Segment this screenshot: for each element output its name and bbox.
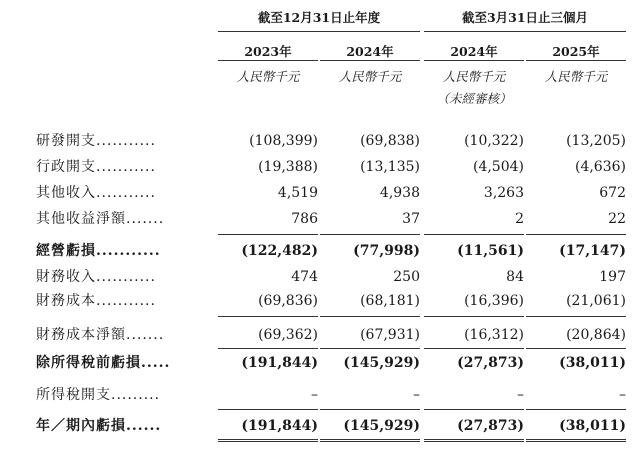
- subtotal-rule: [320, 234, 420, 235]
- cell-value: (69,836): [258, 293, 318, 309]
- period-quarter-header: 截至3月31日止三個月: [461, 10, 589, 25]
- cell-value: (11,561): [457, 243, 524, 259]
- cell-value: 4,519: [277, 185, 318, 201]
- unit-label-3: 人民幣千元: [544, 69, 608, 84]
- cell-value: (4,504): [472, 159, 524, 175]
- cell-value: (38,011): [559, 355, 626, 371]
- period-quarter-rule: [424, 31, 626, 32]
- cell-value: 3,263: [483, 185, 524, 201]
- subtotal-rule: [526, 316, 626, 317]
- row-label: 所得稅開支.........: [36, 387, 161, 403]
- cell-value: –: [413, 387, 420, 403]
- cell-value: (68,181): [360, 293, 420, 309]
- cell-value: 22: [608, 211, 626, 227]
- cell-value: (10,322): [464, 133, 524, 149]
- cell-value: (145,929): [343, 418, 420, 434]
- subtotal-rule: [218, 316, 318, 317]
- cell-value: (21,061): [566, 293, 626, 309]
- subtotal-rule: [320, 409, 420, 410]
- cell-value: (122,482): [241, 243, 318, 259]
- total-double-rule: [526, 439, 626, 442]
- year-header-2024-q1: 2024年: [450, 44, 498, 59]
- row-label: 經營虧損...........: [36, 243, 161, 259]
- cell-value: (20,864): [566, 327, 626, 343]
- cell-value: (38,011): [559, 418, 626, 434]
- period-annual-rule: [218, 31, 420, 32]
- row-label: 財務成本淨額.......: [36, 327, 165, 343]
- cell-value: 250: [393, 269, 420, 285]
- cell-value: (67,931): [360, 327, 420, 343]
- total-double-rule: [218, 439, 318, 442]
- cell-value: (69,838): [360, 133, 420, 149]
- table-row: [0, 208, 640, 230]
- year-rule-1: [320, 60, 420, 61]
- year-header-2024: 2024年: [346, 44, 394, 59]
- table-row: [0, 384, 640, 406]
- cell-value: (19,388): [258, 159, 318, 175]
- period-annual-header: 截至12月31日止年度: [257, 10, 381, 25]
- unaudited-label: （未經審核）: [436, 91, 512, 106]
- row-label: 財務成本...........: [36, 293, 156, 309]
- cell-value: 786: [291, 211, 318, 227]
- row-label: 其他收益淨額.......: [36, 211, 165, 227]
- unit-label-1: 人民幣千元: [338, 69, 402, 84]
- cell-value: 37: [402, 211, 420, 227]
- table-row-operating-loss: [0, 240, 640, 262]
- cell-value: 197: [599, 269, 626, 285]
- row-label: 研發開支...........: [36, 133, 156, 149]
- table-row-loss-before-tax: [0, 352, 640, 374]
- subtotal-rule: [424, 316, 524, 317]
- subtotal-rule: [424, 348, 524, 349]
- unit-label-2: 人民幣千元: [442, 69, 506, 84]
- subtotal-rule: [526, 409, 626, 410]
- row-label: 行政開支...........: [36, 159, 156, 175]
- cell-value: (13,135): [360, 159, 420, 175]
- table-row: [0, 130, 640, 152]
- subtotal-rule: [424, 409, 524, 410]
- cell-value: (16,312): [464, 327, 524, 343]
- cell-value: (16,396): [464, 293, 524, 309]
- total-double-rule: [424, 439, 524, 442]
- cell-value: (191,844): [241, 418, 318, 434]
- cell-value: –: [517, 387, 524, 403]
- year-header-2023: 2023年: [244, 44, 292, 59]
- subtotal-rule: [320, 348, 420, 349]
- subtotal-rule: [218, 234, 318, 235]
- cell-value: 672: [599, 185, 626, 201]
- subtotal-rule: [320, 316, 420, 317]
- cell-value: (191,844): [241, 355, 318, 371]
- cell-value: (69,362): [258, 327, 318, 343]
- subtotal-rule: [424, 234, 524, 235]
- subtotal-rule: [218, 409, 318, 410]
- subtotal-rule: [218, 348, 318, 349]
- cell-value: (27,873): [457, 418, 524, 434]
- cell-value: (13,205): [566, 133, 626, 149]
- cell-value: 4,938: [379, 185, 420, 201]
- total-double-rule: [320, 439, 420, 442]
- cell-value: (145,929): [343, 355, 420, 371]
- subtotal-rule: [526, 234, 626, 235]
- table-row-period-loss: [0, 415, 640, 437]
- year-rule-3: [526, 60, 626, 61]
- row-label: 除所得稅前虧損.....: [36, 355, 171, 371]
- table-row: [0, 266, 640, 288]
- row-label: 年／期內虧損......: [36, 418, 162, 434]
- cell-value: (108,399): [249, 133, 318, 149]
- unit-label-0: 人民幣千元: [236, 69, 300, 84]
- row-label: 財務收入...........: [36, 269, 156, 285]
- cell-value: (77,998): [353, 243, 420, 259]
- cell-value: –: [619, 387, 626, 403]
- table-row: [0, 290, 640, 312]
- subtotal-rule: [526, 348, 626, 349]
- row-label: 其他收入...........: [36, 185, 156, 201]
- table-row: [0, 182, 640, 204]
- cell-value: 2: [515, 211, 524, 227]
- cell-value: (17,147): [559, 243, 626, 259]
- cell-value: –: [311, 387, 318, 403]
- cell-value: 474: [291, 269, 318, 285]
- table-row: [0, 156, 640, 178]
- cell-value: 84: [506, 269, 524, 285]
- cell-value: (4,636): [574, 159, 626, 175]
- year-header-2025-q1: 2025年: [552, 44, 600, 59]
- year-rule-0: [218, 60, 318, 61]
- cell-value: (27,873): [457, 355, 524, 371]
- year-rule-2: [424, 60, 524, 61]
- table-row: [0, 324, 640, 346]
